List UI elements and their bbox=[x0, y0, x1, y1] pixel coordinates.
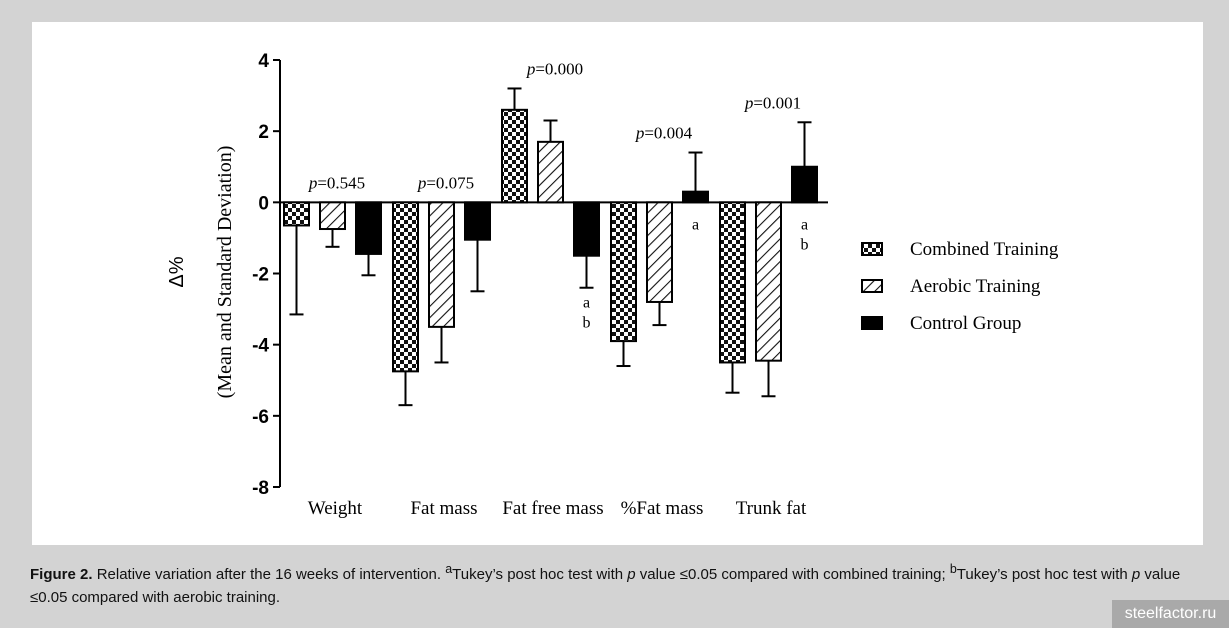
y-tick-label: -6 bbox=[252, 406, 269, 428]
bar-checker bbox=[720, 202, 745, 362]
y-axis-title-delta: Δ% bbox=[166, 256, 188, 288]
watermark: steelfactor.ru bbox=[1112, 600, 1229, 628]
bar-hatch bbox=[647, 202, 672, 302]
p-value-label: p=0.001 bbox=[744, 93, 802, 113]
bar-hatch bbox=[538, 142, 563, 202]
y-tick-label: -4 bbox=[252, 335, 269, 357]
bar-solid bbox=[356, 202, 381, 254]
caption-text-1: Relative variation after the 16 weeks of intervention. bbox=[96, 566, 446, 583]
y-tick-label: 0 bbox=[258, 193, 269, 215]
y-axis-title: (Mean and Standard Deviation) bbox=[214, 145, 236, 399]
significance-mark: b bbox=[800, 236, 809, 254]
caption-text-5: value ≤0.05 compared with aerobic training. bbox=[30, 566, 1181, 606]
y-tick-label: -8 bbox=[252, 478, 269, 499]
x-category-label: Trunk fat bbox=[735, 498, 807, 519]
x-category-label: %Fat mass bbox=[620, 498, 704, 519]
caption-sup-b: b bbox=[949, 562, 957, 576]
bar-solid bbox=[574, 202, 599, 255]
p-value-label: p=0.545 bbox=[308, 173, 366, 193]
caption-p-1: p bbox=[627, 566, 636, 583]
bar-chart bbox=[32, 22, 1203, 545]
legend-swatch-hatch bbox=[862, 280, 882, 292]
bar-hatch bbox=[320, 202, 345, 229]
significance-mark: b bbox=[582, 314, 591, 332]
x-category-label: Fat free mass bbox=[502, 498, 604, 519]
y-tick-label: -2 bbox=[252, 264, 269, 286]
x-category-label: Fat mass bbox=[410, 498, 478, 519]
caption-text-4: Tukey’s post hoc test with bbox=[956, 566, 1132, 583]
bar-solid bbox=[683, 192, 708, 203]
caption-label: Figure 2. bbox=[30, 566, 93, 583]
bar-hatch bbox=[756, 202, 781, 360]
legend-swatch-solid bbox=[862, 317, 882, 329]
legend-label: Combined Training bbox=[910, 239, 1059, 260]
significance-mark: a bbox=[691, 216, 700, 234]
chart-panel bbox=[32, 22, 1203, 545]
caption-sup-a: a bbox=[445, 562, 453, 576]
caption-p-2: p bbox=[1131, 566, 1141, 583]
caption-text-3: value ≤0.05 compared with combined training; bbox=[635, 566, 950, 583]
caption-text-2: Tukey’s post hoc test with bbox=[452, 566, 628, 583]
bar-checker bbox=[502, 110, 527, 203]
y-tick-label: 2 bbox=[258, 122, 269, 144]
significance-mark: a bbox=[582, 294, 591, 312]
x-category-label: Weight bbox=[307, 498, 363, 519]
legend-label: Control Group bbox=[910, 313, 1022, 334]
figure-caption bbox=[30, 558, 1215, 609]
y-tick-label: 4 bbox=[258, 51, 269, 72]
significance-mark: a bbox=[800, 216, 809, 234]
bar-checker bbox=[284, 202, 309, 225]
bar-checker bbox=[393, 202, 418, 371]
legend-label: Aerobic Training bbox=[910, 276, 1041, 297]
bar-solid bbox=[465, 202, 490, 239]
p-value-label: p=0.000 bbox=[526, 59, 584, 79]
legend-swatch-checker bbox=[862, 243, 882, 255]
bar-solid bbox=[792, 167, 817, 203]
bar-hatch bbox=[429, 202, 454, 327]
p-value-label: p=0.075 bbox=[417, 173, 475, 193]
bar-checker bbox=[611, 202, 636, 341]
p-value-label: p=0.004 bbox=[635, 123, 693, 143]
